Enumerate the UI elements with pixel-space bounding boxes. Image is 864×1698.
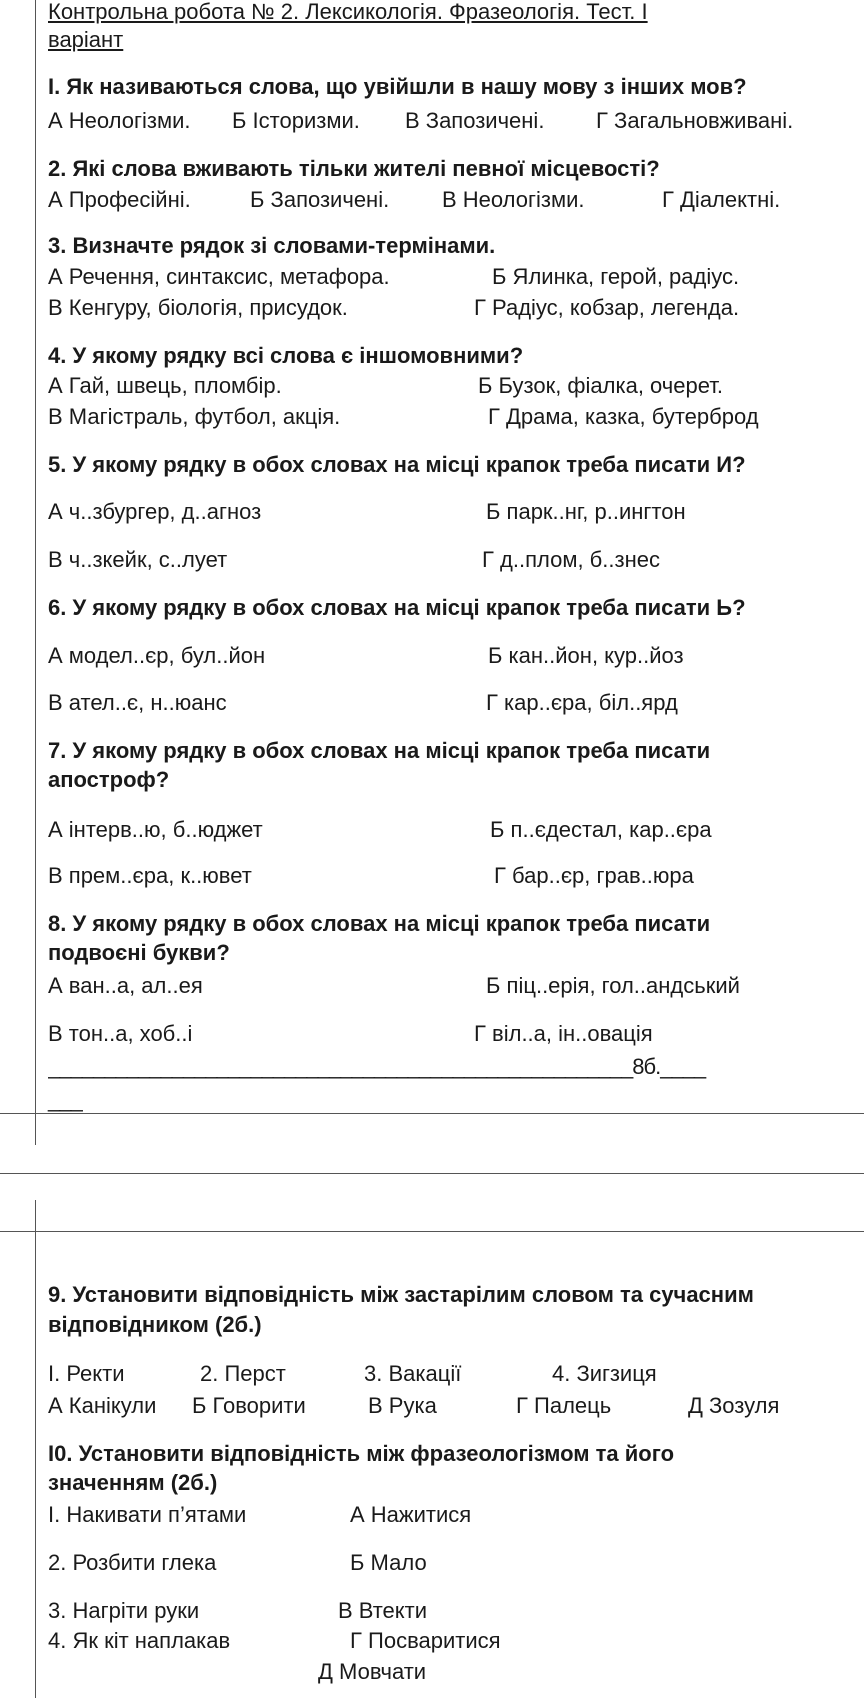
q10-item-3: 3. Нагріти руки <box>48 1598 200 1623</box>
question-8-text-line2: подвоєні букви? <box>48 940 230 965</box>
q6-option-d: Г кар..єра, біл..ярд <box>486 690 678 715</box>
q4-option-c: В Магістраль, футбол, акція. <box>48 404 341 429</box>
q3-option-b: Б Ялинка, герой, радіус. <box>492 264 740 289</box>
q9-answer-e: Д Зозуля <box>688 1393 780 1418</box>
question-2-text: 2. Які слова вживають тільки жителі певної місцевості? <box>48 156 660 181</box>
q10-item-2: 2. Розбити глека <box>48 1550 217 1575</box>
q3-option-a: А Речення, синтаксис, метафора. <box>48 264 390 289</box>
q1-option-d: Г Загальновживані. <box>596 108 794 133</box>
question-7-text-line2: апостроф? <box>48 767 170 792</box>
q6-option-c: В ател..є, н..юанс <box>48 690 227 715</box>
q4-option-a: А Гай, швець, пломбір. <box>48 373 282 398</box>
question-5-text: 5. У якому рядку в обох словах на місці крапок треба писати И? <box>48 452 746 477</box>
q8-option-b: Б піц..ерія, гол..андський <box>486 973 740 998</box>
score-line <box>48 1053 848 1081</box>
score-line-tail: ___ <box>48 1087 82 1112</box>
q9-item-3: 3. Вакації <box>364 1361 462 1386</box>
q4-option-b: Б Бузок, фіалка, очерет. <box>478 373 723 398</box>
score-line-left: ____________________________________________________ <box>48 1054 633 1079</box>
score-points: 8б. <box>632 1054 661 1079</box>
q7-option-b: Б п..єдестал, кар..єра <box>490 817 712 842</box>
q9-answer-c: В Рука <box>368 1393 437 1418</box>
question-9-text-line2: відповідником (2б.) <box>48 1312 262 1337</box>
q7-option-a: А інтерв..ю, б..юджет <box>48 817 263 842</box>
question-1-text: I. Як називаються слова, що увійшли в нашу мову з інших мов? <box>48 74 747 99</box>
q10-answer-a: А Нажитися <box>350 1502 472 1527</box>
q5-option-d: Г д..плом, б..знес <box>482 547 660 572</box>
q9-item-4: 4. Зигзиця <box>552 1361 657 1386</box>
q9-answer-b: Б Говорити <box>192 1393 306 1418</box>
question-10-text-line2: значенням (2б.) <box>48 1470 218 1495</box>
q10-item-1: I. Накивати п’ятами <box>48 1502 247 1527</box>
question-9-text-line1: 9. Установити відповідність між застарілим словом та сучасним <box>48 1282 754 1307</box>
q10-answer-b: Б Мало <box>350 1550 427 1575</box>
q2-option-d: Г Діалектні. <box>662 187 781 212</box>
q1-option-b: Б Історизми. <box>232 108 360 133</box>
q2-option-c: В Неологізми. <box>442 187 585 212</box>
q7-option-c: В прем..єра, к..ювет <box>48 863 252 888</box>
left-border-top <box>35 0 36 1145</box>
table-top-border <box>0 1231 864 1232</box>
q8-option-d: Г віл..а, ін..овація <box>474 1021 653 1046</box>
question-6-text: 6. У якому рядку в обох словах на місці крапок треба писати Ь? <box>48 595 746 620</box>
q1-option-c: В Запозичені. <box>405 108 545 133</box>
q6-option-b: Б кан..йон, кур..йоз <box>488 643 684 668</box>
q6-option-a: А модел..єр, бул..йон <box>48 643 266 668</box>
q5-option-c: В ч..зкейк, с..лует <box>48 547 228 572</box>
q8-option-a: А ван..а, ал..ея <box>48 973 203 998</box>
q9-answer-a: А Канікули <box>48 1393 157 1418</box>
q5-option-b: Б парк..нг, р..ингтон <box>486 499 686 524</box>
q10-answer-d: Г Посваритися <box>350 1628 501 1653</box>
page-title-line2: варіант <box>48 27 124 52</box>
q10-answer-e: Д Мовчати <box>318 1659 427 1684</box>
q2-option-a: А Професійні. <box>48 187 191 212</box>
q9-item-1: I. Ректи <box>48 1361 125 1386</box>
left-border-bottom <box>35 1200 36 1698</box>
question-10-text-line1: I0. Установити відповідність між фразеологізмом та його <box>48 1441 675 1466</box>
page-separator-line <box>0 1173 864 1174</box>
q1-option-a: А Неологізми. <box>48 108 191 133</box>
question-8-text-line1: 8. У якому рядку в обох словах на місці крапок треба писати <box>48 911 711 936</box>
q5-option-a: А ч..збургер, д..агноз <box>48 499 262 524</box>
q3-option-d: Г Радіус, кобзар, легенда. <box>474 295 740 320</box>
q2-option-b: Б Запозичені. <box>250 187 390 212</box>
table-bottom-border <box>0 1113 864 1114</box>
q9-item-2: 2. Перст <box>200 1361 286 1386</box>
q4-option-d: Г Драма, казка, бутерброд <box>488 404 759 429</box>
question-4-text: 4. У якому рядку всі слова є іншомовними? <box>48 343 524 368</box>
q8-option-c: В тон..а, хоб..і <box>48 1021 193 1046</box>
question-3-text: 3. Визначте рядок зі словами-термінами. <box>48 233 496 258</box>
score-line-right: ____ <box>660 1054 706 1079</box>
q3-option-c: В Кенгуру, біологія, присудок. <box>48 295 348 320</box>
q9-answer-d: Г Палець <box>516 1393 612 1418</box>
page-title-line1: Контрольна робота № 2. Лексикологія. Фразеологія. Тест. I <box>48 0 648 24</box>
question-7-text-line1: 7. У якому рядку в обох словах на місці крапок треба писати <box>48 738 711 763</box>
q10-item-4: 4. Як кіт наплакав <box>48 1628 231 1653</box>
q10-answer-c: В Втекти <box>338 1598 428 1623</box>
q7-option-d: Г бар..єр, грав..юра <box>494 863 694 888</box>
